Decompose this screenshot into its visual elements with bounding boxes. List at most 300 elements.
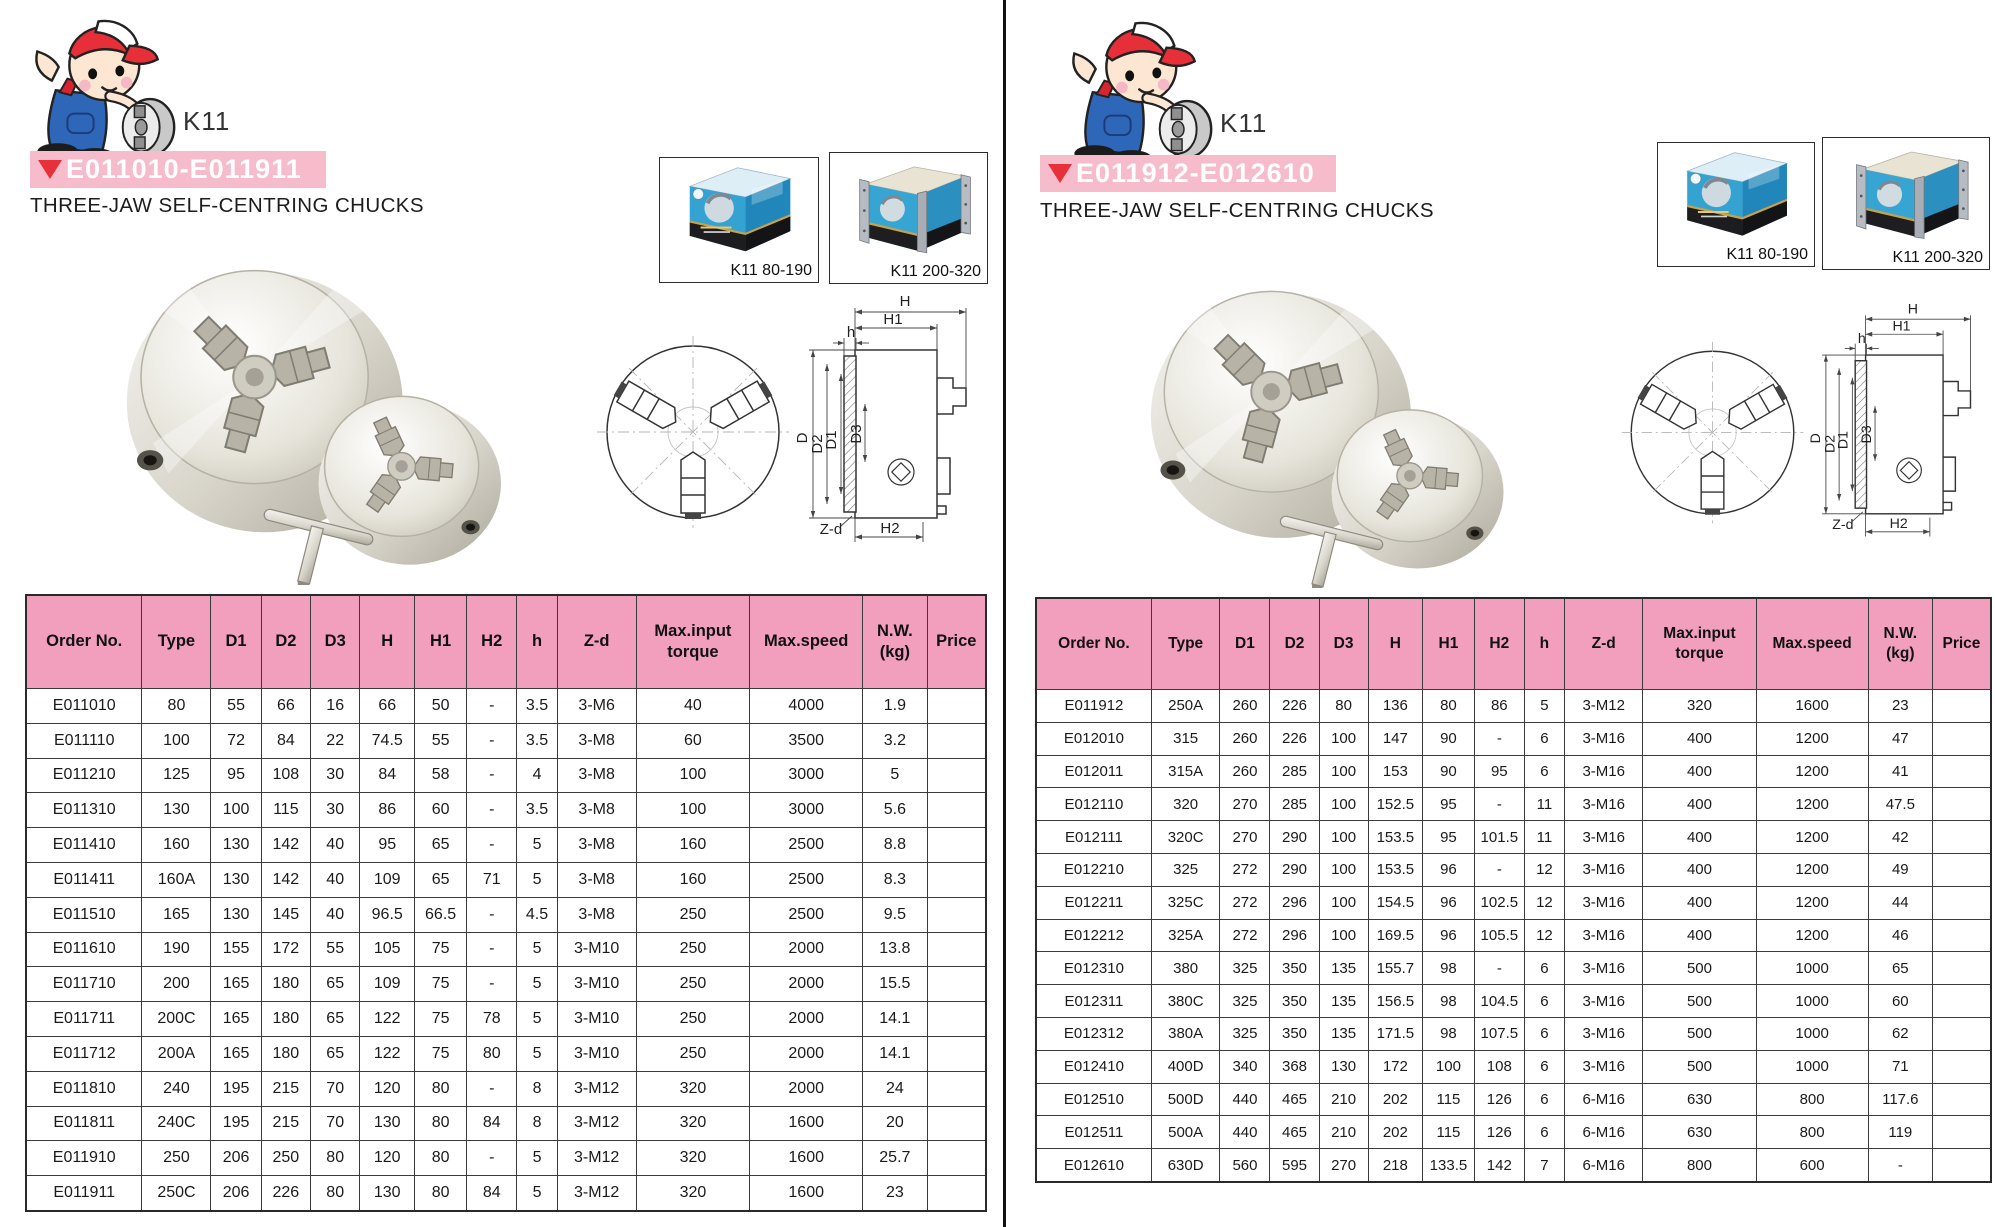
package-caption: K11 80-190 (730, 262, 812, 279)
table-cell: 71 (467, 862, 517, 897)
table-cell (1932, 853, 1991, 886)
table-cell: 296 (1270, 886, 1319, 919)
table-cell: 290 (1270, 853, 1319, 886)
table-cell: 5 (517, 1036, 557, 1071)
table-cell: 16 (311, 689, 360, 724)
table-cell: 80 (415, 1106, 467, 1141)
table-cell: 6 (1524, 722, 1564, 755)
table-cell: 95 (1474, 755, 1524, 788)
table-cell: 285 (1270, 755, 1319, 788)
table-cell: E011810 (26, 1071, 142, 1106)
table-cell: 1000 (1756, 952, 1868, 985)
table-cell: - (467, 723, 517, 758)
table-cell: 4 (517, 758, 557, 793)
table-cell: 142 (261, 862, 310, 897)
table-cell: 325 (1220, 985, 1270, 1018)
table-cell: 630 (1643, 1083, 1756, 1116)
table-cell: 62 (1868, 1017, 1932, 1050)
table-row (26, 1141, 986, 1176)
table-cell: 15.5 (863, 967, 928, 1002)
table-cell: 595 (1270, 1149, 1319, 1182)
table-cell: 24 (863, 1071, 928, 1106)
table-cell: E012111 (1036, 821, 1151, 854)
table-cell: 98 (1423, 985, 1475, 1018)
table-cell: E012410 (1036, 1050, 1151, 1083)
table-cell: 41 (1868, 755, 1932, 788)
table-cell: 105.5 (1474, 919, 1524, 952)
table-cell: 95 (1423, 788, 1475, 821)
table-cell: 109 (360, 862, 415, 897)
table-cell: E011910 (26, 1141, 142, 1176)
table-cell: 11 (1524, 821, 1564, 854)
table-cell: 40 (311, 862, 360, 897)
table-row (26, 897, 986, 932)
table-cell: 1600 (750, 1106, 863, 1141)
table-cell (1932, 1083, 1991, 1116)
table-cell (927, 967, 986, 1002)
table-cell: 400 (1643, 788, 1756, 821)
table-cell: E012511 (1036, 1116, 1151, 1149)
table-cell: 105 (360, 932, 415, 967)
triangle-down-icon (1048, 164, 1072, 183)
table-cell: 96 (1423, 919, 1475, 952)
table-cell: 380 (1151, 952, 1220, 985)
table-row (1036, 1050, 1991, 1083)
table-cell: 49 (1868, 853, 1932, 886)
table-cell: 400 (1643, 755, 1756, 788)
table-cell: 206 (211, 1141, 261, 1176)
table-cell (1932, 985, 1991, 1018)
table-cell (1932, 886, 1991, 919)
table-cell: 6 (1524, 952, 1564, 985)
table-cell: 3-M16 (1565, 952, 1643, 985)
column-header: Price (1932, 598, 1991, 690)
chuck-product-photo (1085, 248, 1515, 588)
table-cell: 250 (142, 1141, 211, 1176)
table-cell: 200C (142, 1002, 211, 1037)
table-cell: 171.5 (1368, 1017, 1422, 1050)
table-cell: 250 (636, 1036, 750, 1071)
table-cell: 3-M12 (557, 1106, 636, 1141)
triangle-down-icon (38, 160, 62, 179)
table-cell: 108 (1474, 1050, 1524, 1083)
column-header: D3 (311, 595, 360, 689)
table-cell: 122 (360, 1002, 415, 1037)
table-cell: 96 (1423, 886, 1475, 919)
table-cell: 86 (1474, 690, 1524, 723)
table-cell: 104.5 (1474, 985, 1524, 1018)
table-row (1036, 722, 1991, 755)
table-cell: 272 (1220, 919, 1270, 952)
table-cell: 1600 (1756, 690, 1868, 723)
table-cell: 240C (142, 1106, 211, 1141)
table-cell: 100 (1319, 886, 1368, 919)
table-cell: 5 (517, 967, 557, 1002)
carton-box-icon (665, 160, 814, 257)
table-row (1036, 755, 1991, 788)
column-header: Price (927, 595, 986, 689)
table-cell: 260 (1220, 690, 1270, 723)
table-row (1036, 1017, 1991, 1050)
table-cell: 30 (311, 758, 360, 793)
table-cell: 5 (1524, 690, 1564, 723)
table-cell: 145 (261, 897, 310, 932)
table-cell: 172 (261, 932, 310, 967)
table-cell: E011710 (26, 967, 142, 1002)
table-cell: 130 (360, 1176, 415, 1211)
table-cell: 190 (142, 932, 211, 967)
table-cell: 380C (1151, 985, 1220, 1018)
column-header: h (517, 595, 557, 689)
table-cell: - (467, 1141, 517, 1176)
table-cell: 101.5 (1474, 821, 1524, 854)
table-cell: 500 (1643, 985, 1756, 1018)
table-cell: 95 (360, 828, 415, 863)
table-cell: - (467, 689, 517, 724)
table-cell: 2000 (750, 932, 863, 967)
table-cell: 1200 (1756, 755, 1868, 788)
column-header: H1 (1423, 598, 1475, 690)
table-cell: 500D (1151, 1083, 1220, 1116)
table-cell: 320 (636, 1141, 750, 1176)
table-cell: 210 (1319, 1116, 1368, 1149)
table-cell: 60 (415, 793, 467, 828)
column-header: Max.speed (750, 595, 863, 689)
package-box-small (659, 157, 819, 283)
table-cell (1932, 755, 1991, 788)
table-cell: - (1474, 722, 1524, 755)
table-cell: 96 (1423, 853, 1475, 886)
table-cell: 400 (1643, 722, 1756, 755)
table-cell: 440 (1220, 1083, 1270, 1116)
table-cell: 6 (1524, 755, 1564, 788)
table-cell: 3.5 (517, 723, 557, 758)
table-cell: 315 (1151, 722, 1220, 755)
table-cell: 3-M10 (557, 1036, 636, 1071)
table-cell: 152.5 (1368, 788, 1422, 821)
table-cell: 6 (1524, 985, 1564, 1018)
table-cell: 55 (311, 932, 360, 967)
table-cell: 160 (142, 828, 211, 863)
column-header: Max.speed (1756, 598, 1868, 690)
table-cell: 9.5 (863, 897, 928, 932)
table-cell: 6-M16 (1565, 1149, 1643, 1182)
table-cell (927, 932, 986, 967)
table-cell: - (1474, 853, 1524, 886)
table-cell (927, 1106, 986, 1141)
table-cell: - (467, 758, 517, 793)
column-header: Max.input torque (636, 595, 750, 689)
table-cell: 2500 (750, 828, 863, 863)
table-cell: 107.5 (1474, 1017, 1524, 1050)
carton-box-icon (1663, 145, 1810, 241)
table-cell: 90 (1423, 755, 1475, 788)
table-cell: 630 (1643, 1116, 1756, 1149)
table-cell: 215 (261, 1106, 310, 1141)
column-header: Order No. (1036, 598, 1151, 690)
table-cell: 200A (142, 1036, 211, 1071)
dimension-diagram (593, 282, 993, 547)
table-cell: 130 (1319, 1050, 1368, 1083)
table-cell: 4000 (750, 689, 863, 724)
table-cell: 202 (1368, 1083, 1422, 1116)
table-cell: 226 (1270, 690, 1319, 723)
table-cell: E011912 (1036, 690, 1151, 723)
table-cell: 3-M16 (1565, 755, 1643, 788)
spec-table-left (25, 594, 987, 1212)
table-cell: 155.7 (1368, 952, 1422, 985)
table-row (26, 1071, 986, 1106)
table-cell: 3000 (750, 793, 863, 828)
column-header: D3 (1319, 598, 1368, 690)
table-cell: 65 (1868, 952, 1932, 985)
table-cell: 70 (311, 1071, 360, 1106)
table-row (26, 1036, 986, 1071)
range-label: E011912-E012610 (1076, 158, 1315, 188)
table-cell: 465 (1270, 1116, 1319, 1149)
table-row (26, 758, 986, 793)
table-cell: - (467, 897, 517, 932)
column-header: D2 (1270, 598, 1319, 690)
table-cell: 1200 (1756, 788, 1868, 821)
table-cell: 80 (311, 1176, 360, 1211)
table-cell: 115 (1423, 1116, 1475, 1149)
table-cell: 250 (636, 967, 750, 1002)
column-header: D1 (211, 595, 261, 689)
table-cell: 12 (1524, 886, 1564, 919)
table-row (26, 967, 986, 1002)
table-cell: 5 (863, 758, 928, 793)
table-cell: 250A (1151, 690, 1220, 723)
table-cell: 1200 (1756, 821, 1868, 854)
table-cell: 3-M10 (557, 932, 636, 967)
table-cell: 5 (517, 932, 557, 967)
table-cell (927, 897, 986, 932)
table-cell: 125 (142, 758, 211, 793)
table-cell: 153 (1368, 755, 1422, 788)
table-cell (927, 758, 986, 793)
table-row (1036, 886, 1991, 919)
table-cell: 66.5 (415, 897, 467, 932)
table-cell: 180 (261, 1002, 310, 1037)
table-row (1036, 821, 1991, 854)
table-cell: 50 (415, 689, 467, 724)
table-cell: 65 (311, 967, 360, 1002)
table-cell (1932, 919, 1991, 952)
table-cell: 226 (1270, 722, 1319, 755)
table-cell: 3-M8 (557, 897, 636, 932)
table-cell: 320 (1151, 788, 1220, 821)
table-cell: 3-M16 (1565, 1050, 1643, 1083)
table-cell: 320C (1151, 821, 1220, 854)
table-cell: 3-M6 (557, 689, 636, 724)
table-cell: - (1868, 1149, 1932, 1182)
table-cell: 325 (1220, 1017, 1270, 1050)
table-cell: 206 (211, 1176, 261, 1211)
table-cell (1932, 1116, 1991, 1149)
table-cell: 226 (261, 1176, 310, 1211)
table-cell: - (467, 932, 517, 967)
table-cell: 1600 (750, 1176, 863, 1211)
table-cell: 3-M10 (557, 1002, 636, 1037)
table-cell: 126 (1474, 1083, 1524, 1116)
table-cell: 3-M16 (1565, 1017, 1643, 1050)
table-cell: 130 (360, 1106, 415, 1141)
table-cell: 172 (1368, 1050, 1422, 1083)
table-cell: 8.3 (863, 862, 928, 897)
table-cell (927, 1141, 986, 1176)
table-cell: 95 (211, 758, 261, 793)
table-cell: 6-M16 (1565, 1116, 1643, 1149)
table-cell: 270 (1220, 788, 1270, 821)
table-cell: E011811 (26, 1106, 142, 1141)
table-cell: 260 (1220, 755, 1270, 788)
table-cell: 165 (142, 897, 211, 932)
table-row (26, 723, 986, 758)
table-cell: 3500 (750, 723, 863, 758)
table-cell: 800 (1643, 1149, 1756, 1182)
table-cell: 75 (415, 1036, 467, 1071)
table-cell: - (467, 793, 517, 828)
column-header: H (1368, 598, 1422, 690)
table-cell: 1200 (1756, 853, 1868, 886)
table-cell: E011510 (26, 897, 142, 932)
table-cell: 46 (1868, 919, 1932, 952)
table-cell: E011712 (26, 1036, 142, 1071)
table-cell: 3-M12 (557, 1071, 636, 1106)
table-cell: 14.1 (863, 1002, 928, 1037)
table-cell: 240 (142, 1071, 211, 1106)
table-cell: 6-M16 (1565, 1083, 1643, 1116)
table-cell: 8 (517, 1071, 557, 1106)
table-cell: 180 (261, 1036, 310, 1071)
table-cell: 155 (211, 932, 261, 967)
table-cell: 20 (863, 1106, 928, 1141)
table-row (1036, 985, 1991, 1018)
table-cell: 5.6 (863, 793, 928, 828)
table-cell: E012212 (1036, 919, 1151, 952)
table-cell: 80 (415, 1176, 467, 1211)
table-cell: 5 (517, 828, 557, 863)
table-cell: 5 (517, 1002, 557, 1037)
table-cell (1932, 1149, 1991, 1182)
table-cell: E012311 (1036, 985, 1151, 1018)
package-box-large (829, 152, 988, 284)
table-cell: 55 (211, 689, 261, 724)
table-cell: 80 (415, 1071, 467, 1106)
package-caption: K11 80-190 (1726, 246, 1808, 263)
table-cell: 22 (311, 723, 360, 758)
table-cell: 75 (415, 967, 467, 1002)
column-header: H2 (1474, 598, 1524, 690)
table-cell: 96.5 (360, 897, 415, 932)
table-cell: 80 (1423, 690, 1475, 723)
dimension-diagram (1618, 290, 1995, 542)
table-cell: 80 (415, 1141, 467, 1176)
table-cell: 3-M16 (1565, 722, 1643, 755)
table-cell: 3-M16 (1565, 853, 1643, 886)
table-cell: 135 (1319, 985, 1368, 1018)
table-cell: 210 (1319, 1083, 1368, 1116)
table-cell: 126 (1474, 1116, 1524, 1149)
crate-box-icon (835, 156, 983, 257)
table-cell: 400 (1643, 853, 1756, 886)
table-cell: 3-M8 (557, 723, 636, 758)
table-cell: 2000 (750, 1036, 863, 1071)
table-cell: 2500 (750, 897, 863, 932)
table-cell: 500 (1643, 1017, 1756, 1050)
table-cell: E011310 (26, 793, 142, 828)
table-cell: 2500 (750, 862, 863, 897)
table-cell: 44 (1868, 886, 1932, 919)
table-cell: E012312 (1036, 1017, 1151, 1050)
table-cell: 3-M10 (557, 967, 636, 1002)
column-header: D2 (261, 595, 310, 689)
table-cell: 30 (311, 793, 360, 828)
column-header: N.W. (kg) (863, 595, 928, 689)
table-cell: - (467, 967, 517, 1002)
table-cell: 400 (1643, 919, 1756, 952)
table-cell: 180 (261, 967, 310, 1002)
table-cell: 65 (415, 862, 467, 897)
model-label: K11 (1220, 108, 1268, 138)
table-cell: 400 (1643, 821, 1756, 854)
table-cell: 98 (1423, 1017, 1475, 1050)
table-cell: E011010 (26, 689, 142, 724)
table-cell: 368 (1270, 1050, 1319, 1083)
table-cell: 296 (1270, 919, 1319, 952)
table-cell: E011911 (26, 1176, 142, 1211)
table-cell: 70 (311, 1106, 360, 1141)
column-header: H (360, 595, 415, 689)
table-cell: 3.5 (517, 793, 557, 828)
table-cell: 119 (1868, 1116, 1932, 1149)
table-cell: 90 (1423, 722, 1475, 755)
chuck-product-photo (55, 225, 515, 585)
table-cell: 40 (636, 689, 750, 724)
table-cell: 218 (1368, 1149, 1422, 1182)
package-caption: K11 200-320 (890, 263, 981, 280)
table-cell (1932, 952, 1991, 985)
table-cell: 160 (636, 862, 750, 897)
table-cell: 130 (211, 897, 261, 932)
table-cell: 100 (636, 758, 750, 793)
table-row (1036, 788, 1991, 821)
table-cell: 65 (311, 1002, 360, 1037)
table-cell: 560 (1220, 1149, 1270, 1182)
table-cell: 100 (1319, 755, 1368, 788)
table-cell: 325C (1151, 886, 1220, 919)
table-cell: 95 (1423, 821, 1475, 854)
table-cell: 84 (360, 758, 415, 793)
table-cell: 47.5 (1868, 788, 1932, 821)
table-cell: 1200 (1756, 886, 1868, 919)
table-cell: 23 (1868, 690, 1932, 723)
table-cell: 147 (1368, 722, 1422, 755)
table-cell (927, 723, 986, 758)
table-cell: 1000 (1756, 985, 1868, 1018)
table-cell: 135 (1319, 952, 1368, 985)
table-cell: 3-M8 (557, 828, 636, 863)
table-cell: 2000 (750, 967, 863, 1002)
table-cell: 58 (415, 758, 467, 793)
column-header: Type (1151, 598, 1220, 690)
table-cell: 1000 (1756, 1017, 1868, 1050)
column-header: h (1524, 598, 1564, 690)
table-cell: 6 (1524, 1017, 1564, 1050)
table-cell: 270 (1319, 1149, 1368, 1182)
table-cell: 400 (1643, 886, 1756, 919)
